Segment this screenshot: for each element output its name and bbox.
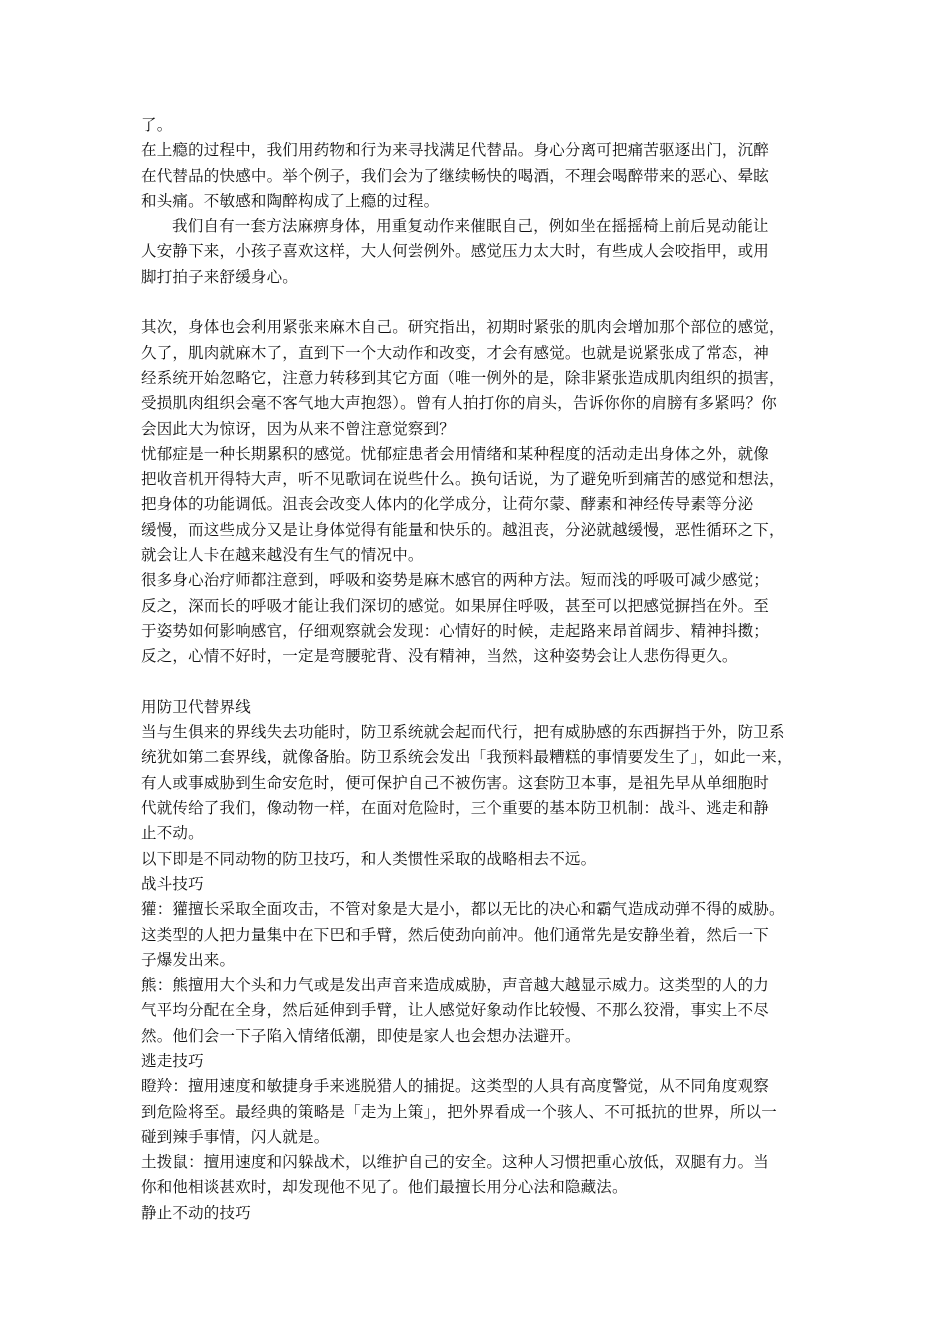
text-line: 忧郁症是一种长期累积的感觉。忧郁症患者会用情绪和某种程度的活动走出身体之外，就像: [141, 444, 770, 463]
text-line: 把身体的功能调低。沮丧会改变人体内的化学成分，让荷尔蒙、酵素和神经传导素等分泌: [141, 495, 754, 514]
text-line: 熊：熊擅用大个头和力气或是发出声音来造成威胁，声音越大越显示威力。这类型的人的力: [141, 976, 770, 995]
document-body: [141, 113, 813, 1226]
text-line: 在上瘾的过程中，我们用药物和行为来寻找满足代替品。身心分离可把痛苦驱逐出门，沉醉: [141, 141, 770, 160]
text-line: 气平均分配在全身，然后延伸到手臂，让人感觉好象动作比较慢、不那么狡滑，事实上不尽: [141, 1001, 770, 1020]
text-line: 以下即是不同动物的防卫技巧，和人类惯性采取的战略相去不远。: [141, 849, 597, 868]
text-line: 很多身心治疗师都注意到，呼吸和姿势是麻木感官的两种方法。短而浅的呼吸可减少感觉；: [141, 571, 770, 590]
section-heading: 用防卫代替界线: [141, 697, 251, 716]
subheading: 战斗技巧: [141, 874, 204, 893]
text-line: 经系统开始忽略它，注意力转移到其它方面（唯一例外的是，除非紧张造成肌肉组织的损害，: [141, 368, 785, 387]
text-line: 代就传给了我们，像动物一样，在面对危险时，三个重要的基本防卫机制：战斗、逃走和静: [141, 799, 770, 818]
subheading: 静止不动的技巧: [141, 1203, 251, 1222]
text-line: 受损肌肉组织会毫不客气地大声抱怨）。曾有人拍打你的肩头，告诉你你的肩膀有多紧吗？你: [141, 394, 777, 413]
text-line: 和头痛。不敏感和陶醉构成了上瘾的过程。: [141, 191, 440, 210]
text-line: 我们自有一套方法麻痹身体，用重复动作来催眠自己，例如坐在摇摇椅上前后晃动能让: [172, 217, 769, 236]
text-line: 土拨鼠：擅用速度和闪躲战术，以维护自己的安全。这种人习惯把重心放低，双腿有力。当: [141, 1153, 770, 1172]
subheading: 逃走技巧: [141, 1051, 204, 1070]
text-line: 其次，身体也会利用紧张来麻木自己。研究指出，初期时紧张的肌肉会增加那个部位的感觉，: [141, 318, 785, 337]
text-line: 当与生俱来的界线失去功能时，防卫系统就会起而代行，把有威胁感的东西摒挡于外，防卫系: [141, 723, 785, 742]
text-line: 碰到辣手事情，闪人就是。: [141, 1127, 330, 1146]
text-line: 脚打拍子来舒缓身心。: [141, 267, 299, 286]
text-line: 你和他相谈甚欢时，却发现他不见了。他们最擅长用分心法和隐藏法。: [141, 1178, 628, 1197]
text-line: 人安静下来，小孩子喜欢这样，大人何尝例外。感觉压力太大时，有些成人会咬指甲，或用: [141, 242, 770, 261]
text-line: 缓慢，而这些成分又是让身体觉得有能量和快乐的。越沮丧，分泌就越缓慢，恶性循环之下，: [141, 520, 785, 539]
text-line: 止不动。: [141, 824, 204, 843]
text-line: 獾：獾擅长采取全面攻击，不管对象是大是小，都以无比的决心和霸气造成动弹不得的威胁。: [141, 900, 785, 919]
text-line: 然。他们会一下子陷入情绪低潮，即使是家人也会想办法避开。: [141, 1026, 581, 1045]
text-line: 会因此大为惊讶，因为从来不曾注意觉察到？: [141, 419, 456, 438]
text-line: 于姿势如何影响感官，仔细观察就会发现：心情好的时候，走起路来昂首阔步、精神抖擞；: [141, 621, 770, 640]
blank-line: [141, 670, 813, 695]
text-line: 有人或事威胁到生命安危时，便可保护自己不被伤害。这套防卫本事，是祖先早从单细胞时: [141, 773, 770, 792]
text-line: 统犹如第二套界线，就像备胎。防卫系统会发出「我预料最糟糕的事情要发生了」，如此一来，: [141, 748, 793, 767]
text-line: 把收音机开得特大声，听不见歌词在说些什么。换句话说，为了避免听到痛苦的感觉和想法，: [141, 470, 785, 489]
text-line: 子爆发出来。: [141, 950, 236, 969]
text-line: 这类型的人把力量集中在下巴和手臂，然后使劲向前冲。他们通常先是安静坐着，然后一下: [141, 925, 770, 944]
text-line: 久了，肌肉就麻木了，直到下一个大动作和改变，才会有感觉。也就是说紧张成了常态，神: [141, 343, 770, 362]
text-line: 在代替品的快感中。举个例子，我们会为了继续畅快的喝酒，不理会喝醉带来的恶心、晕眩: [141, 166, 770, 185]
text-line: 瞪羚：擅用速度和敏捷身手来逃脱猎人的捕捉。这类型的人具有高度警觉，从不同角度观察: [141, 1077, 770, 1096]
blank-line: [141, 290, 813, 315]
text-line: 到危险将至。最经典的策略是「走为上策」，把外界看成一个骇人、不可抵抗的世界，所以一: [141, 1102, 777, 1121]
text-line: 反之，心情不好时，一定是弯腰驼背、没有精神，当然，这种姿势会让人悲伤得更久。: [141, 647, 738, 666]
text-line: 就会让人卡在越来越没有生气的情况中。: [141, 546, 424, 565]
text-line: 反之，深而长的呼吸才能让我们深切的感觉。如果屏住呼吸，甚至可以把感觉摒挡在外。至: [141, 596, 770, 615]
text-line: 了。: [141, 116, 173, 134]
